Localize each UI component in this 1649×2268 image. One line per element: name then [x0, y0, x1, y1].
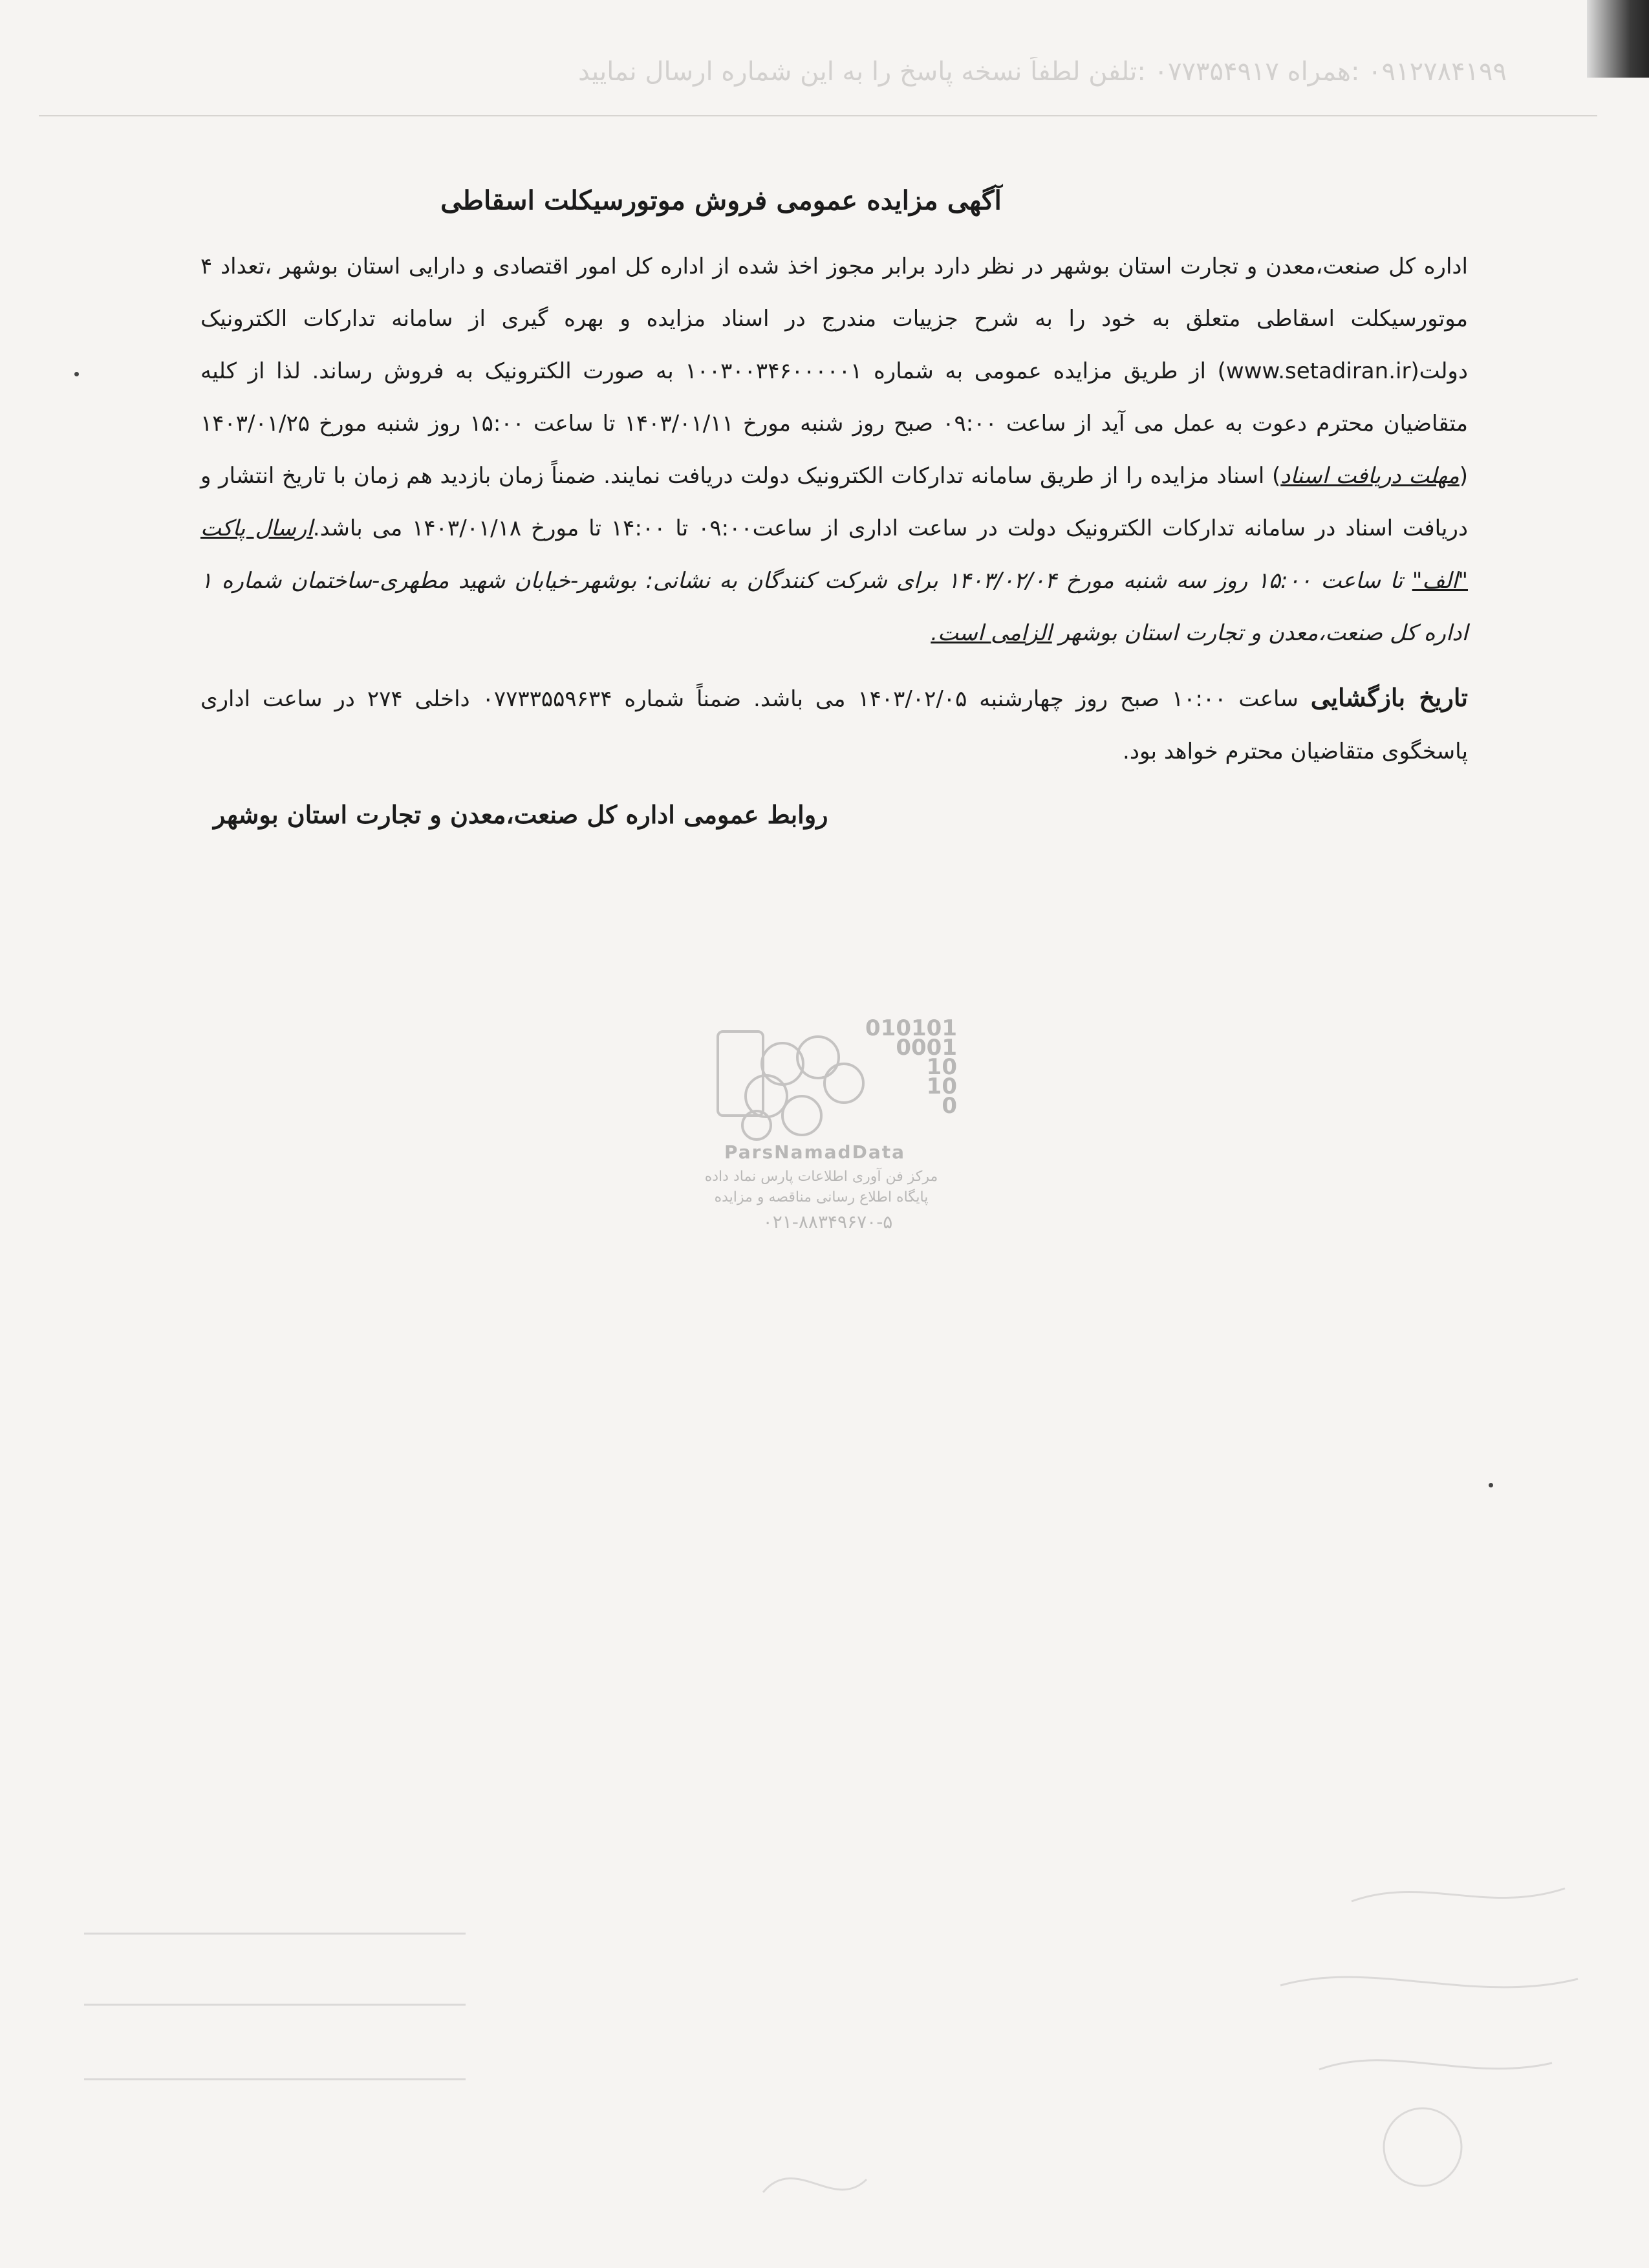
ghost-header-text: ۰۹۱۲۷۸۴۱۹۹ :همراه ۰۷۷۳۵۴۹۱۷ :تلفن لطفاً نسخه پاسخ را به این شماره ارسال نمایید [578, 57, 1507, 87]
binary-row: 010101 [865, 1015, 957, 1041]
binary-row: 10 [926, 1074, 957, 1099]
deadline-note: مهلت دریافت اسناد [1280, 463, 1460, 489]
packet-note: ارسال پاکت "الف" [200, 515, 1468, 594]
stamp-line-1: مرکز فن آوری اطلاعات پارس نماد داده [704, 1169, 938, 1185]
notice-title: آگهی مزایده عمومی فروش موتورسیکلت اسقاطی [440, 185, 1002, 216]
website-link[interactable]: www.setadiran.ir [1225, 358, 1411, 384]
stamp-line-2: پایگاه اطلاع رسانی مناقصه و مزایده [714, 1189, 929, 1205]
para1-text-a: اداره کل صنعت،معدن و تجارت استان بوشهر در نظر دارد برابر مجوز اخذ شده از اداره کل امور اقتصادی و دارایی استان بوشهر ،تعداد ۴ موتورسیکلت اسقاطی متعلق به خود را به شرح جزییات مندرج در اسناد مزایده و بهره گیری از سامانه تدارکات الکترونیک دولت( [200, 254, 1468, 384]
stamp-phone: ۰۲۱-۸۸۳۴۹۶۷۰-۵ [762, 1211, 893, 1233]
scan-speck [1489, 1483, 1493, 1487]
stamp-brand: ParsNamadData [724, 1141, 905, 1163]
binary-row: 10 [926, 1054, 957, 1080]
scan-speck [74, 372, 79, 376]
signature-line: روابط عمومی اداره کل صنعت،معدن و تجارت استان بوشهر [213, 800, 828, 829]
para1-text-d: تا ساعت ۱۵:۰۰ روز سه شنبه مورخ ۱۴۰۳/۰۲/۰۴ برای شرکت کنندگان به نشانی: بوشهر-خیابان شهید مطهری-ساختمان شماره ۱ اداره کل صنعت،معدن و تجارت استان بوشهر [200, 568, 1468, 646]
binary-row: 0 [942, 1093, 957, 1119]
binary-row: 0001 [896, 1035, 957, 1061]
opening-date-label: تاریخ بازگشایی [1310, 683, 1468, 712]
para1-text-c: ) اسناد مزایده را از طریق سامانه تدارکات الکترونیک دولت دریافت نمایند. ضمناً زمان بازدید هم زمان با تاریخ انتشار و دریافت اسناد در سامانه تدارکات الکترونیک دولت در ساعت اداری از ساعت۰۹:۰۰ تا ۱۴:۰۰ تا مورخ ۱۴۰۳/۰۱/۱۸ می باشد. [200, 463, 1469, 541]
opening-date-text: ساعت ۱۰:۰۰ صبح روز چهارشنبه ۱۴۰۳/۰۲/۰۵ می باشد. ضمناً شماره ۰۷۷۳۳۵۵۹۶۳۴ داخلی ۲۷۴ در ساعت اداری پاسخگوی متقاضیان محترم خواهد بود. [200, 686, 1468, 764]
para1-text-b: ) از طریق مزایده عمومی به شماره ۱۰۰۳۰۰۳۴۶۰۰۰۰۰۱ به صورت الکترونیک به فروش رساند. لذا از کلیه متقاضیان محترم دعوت به عمل می آید از ساعت ۰۹:۰۰ صبح روز شنبه مورخ ۱۴۰۳/۰۱/۱۱ تا ساعت ۱۵:۰۰ روز شنبه مورخ ۱۴۰۳/۰۱/۲۵ ( [200, 358, 1468, 489]
mandatory-note: الزامی است. [931, 620, 1052, 646]
